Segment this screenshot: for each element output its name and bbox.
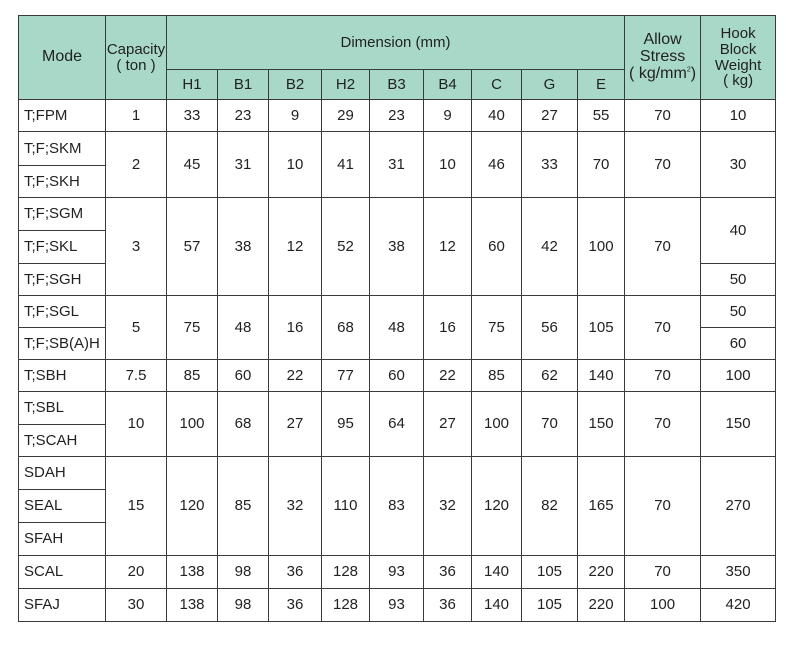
dimension-cell: 85 (218, 457, 269, 556)
dimension-cell: 83 (370, 457, 424, 556)
capacity-cell: 20 (106, 556, 167, 589)
spec-table (18, 15, 776, 622)
dimension-cell: 220 (578, 589, 625, 622)
dimension-cell: 120 (472, 457, 522, 556)
dimension-cell: 70 (522, 392, 578, 457)
dimension-cell: 165 (578, 457, 625, 556)
mode-cell: T;F;SGM (19, 198, 106, 231)
mode-cell: T;F;SKL (19, 231, 106, 264)
header-capacity-label: Capacity (106, 40, 166, 58)
dimension-cell: 9 (269, 100, 322, 132)
header-capacity (106, 16, 167, 100)
header-dimension: Dimension (mm) (167, 16, 625, 70)
mode-cell: T;F;SGL (19, 296, 106, 328)
dimension-cell: 64 (370, 392, 424, 457)
header-dim: B2 (269, 70, 322, 100)
dimension-cell: 128 (322, 556, 370, 589)
dimension-cell: 100 (472, 392, 522, 457)
capacity-cell: 1 (106, 100, 167, 132)
dimension-cell: 105 (522, 556, 578, 589)
weight-cell: 40 (701, 198, 776, 264)
header-dim: B3 (370, 70, 424, 100)
capacity-cell: 3 (106, 198, 167, 296)
stress-cell: 70 (625, 392, 701, 457)
capacity-cell: 2 (106, 132, 167, 198)
dimension-cell: 22 (424, 360, 472, 392)
dimension-cell: 105 (522, 589, 578, 622)
dimension-cell: 36 (424, 589, 472, 622)
weight-cell: 270 (701, 457, 776, 556)
table-row (19, 392, 776, 425)
weight-cell: 420 (701, 589, 776, 622)
dimension-cell: 48 (218, 296, 269, 360)
capacity-cell: 5 (106, 296, 167, 360)
dimension-cell: 138 (167, 556, 218, 589)
header-dim: G (522, 70, 578, 100)
dimension-cell: 52 (322, 198, 370, 296)
dimension-cell: 16 (269, 296, 322, 360)
allow-unit-prefix: ( kg/mm (629, 64, 687, 82)
mode-cell: SFAJ (19, 589, 106, 622)
dimension-cell: 12 (269, 198, 322, 296)
header-dim: E (578, 70, 625, 100)
dimension-cell: 36 (269, 556, 322, 589)
stress-cell: 100 (625, 589, 701, 622)
dimension-cell: 110 (322, 457, 370, 556)
mode-cell: T;F;SKM (19, 132, 106, 166)
weight-cell: 100 (701, 360, 776, 392)
dimension-cell: 16 (424, 296, 472, 360)
dimension-cell: 98 (218, 589, 269, 622)
header-hook-line1: Hook Block (719, 25, 757, 58)
dimension-cell: 150 (578, 392, 625, 457)
dimension-cell: 93 (370, 589, 424, 622)
header-hook-line2: Weight (714, 56, 762, 74)
capacity-cell: 7.5 (106, 360, 167, 392)
table-row (19, 132, 776, 166)
header-allow-stress (625, 16, 701, 100)
dimension-cell: 138 (167, 589, 218, 622)
dimension-cell: 45 (167, 132, 218, 198)
weight-cell: 30 (701, 132, 776, 198)
header-hook-unit: ( kg) (723, 72, 754, 90)
weight-cell: 50 (701, 264, 776, 296)
header-dim: B1 (218, 70, 269, 100)
header-allow-line2: Stress (639, 48, 686, 66)
header-dim: H2 (322, 70, 370, 100)
table-row (19, 457, 776, 490)
dimension-cell: 32 (269, 457, 322, 556)
dimension-cell: 10 (269, 132, 322, 198)
capacity-cell: 15 (106, 457, 167, 556)
table-row (19, 360, 776, 392)
dimension-cell: 140 (472, 556, 522, 589)
dimension-cell: 27 (522, 100, 578, 132)
mode-cell: SFAH (19, 523, 106, 556)
dimension-cell: 60 (472, 198, 522, 296)
table-row (19, 198, 776, 231)
allow-unit-suffix: ) (690, 64, 697, 82)
dimension-cell: 60 (218, 360, 269, 392)
dimension-cell: 38 (218, 198, 269, 296)
dimension-cell: 33 (167, 100, 218, 132)
dimension-cell: 140 (578, 360, 625, 392)
stress-cell: 70 (625, 100, 701, 132)
mode-cell: T;FPM (19, 100, 106, 132)
weight-cell: 60 (701, 328, 776, 360)
dimension-cell: 120 (167, 457, 218, 556)
header-capacity-unit: ( ton ) (116, 56, 156, 74)
dimension-cell: 100 (167, 392, 218, 457)
dimension-cell: 48 (370, 296, 424, 360)
dimension-cell: 23 (218, 100, 269, 132)
weight-cell: 150 (701, 392, 776, 457)
dimension-cell: 36 (269, 589, 322, 622)
dimension-cell: 41 (322, 132, 370, 198)
dimension-cell: 27 (424, 392, 472, 457)
dimension-cell: 60 (370, 360, 424, 392)
header-allow-line1: Allow (643, 31, 682, 49)
mode-cell: T;SBL (19, 392, 106, 425)
dimension-cell: 27 (269, 392, 322, 457)
stress-cell: 70 (625, 457, 701, 556)
dimension-cell: 23 (370, 100, 424, 132)
mode-cell: SEAL (19, 490, 106, 523)
dimension-cell: 55 (578, 100, 625, 132)
mode-cell: T;F;SB(A)H (19, 328, 106, 360)
header-dim: H1 (167, 70, 218, 100)
dimension-cell: 40 (472, 100, 522, 132)
mode-cell: T;SBH (19, 360, 106, 392)
dimension-cell: 93 (370, 556, 424, 589)
spec-table-container (18, 15, 776, 622)
stress-cell: 70 (625, 360, 701, 392)
table-row (19, 100, 776, 132)
dimension-cell: 95 (322, 392, 370, 457)
dimension-cell: 12 (424, 198, 472, 296)
dimension-cell: 9 (424, 100, 472, 132)
table-body (19, 100, 776, 622)
mode-cell: SDAH (19, 457, 106, 490)
dimension-cell: 31 (218, 132, 269, 198)
dimension-cell: 22 (269, 360, 322, 392)
dimension-cell: 57 (167, 198, 218, 296)
weight-cell: 50 (701, 296, 776, 328)
dimension-cell: 100 (578, 198, 625, 296)
allow-unit-sup: 2 (686, 66, 691, 74)
capacity-cell: 30 (106, 589, 167, 622)
dimension-cell: 75 (472, 296, 522, 360)
stress-cell: 70 (625, 296, 701, 360)
table-header (19, 16, 776, 100)
mode-cell: T;SCAH (19, 425, 106, 457)
header-dim: B4 (424, 70, 472, 100)
dimension-cell: 75 (167, 296, 218, 360)
dimension-cell: 56 (522, 296, 578, 360)
weight-cell: 10 (701, 100, 776, 132)
mode-cell: T;F;SGH (19, 264, 106, 296)
dimension-cell: 70 (578, 132, 625, 198)
dimension-cell: 31 (370, 132, 424, 198)
capacity-cell: 10 (106, 392, 167, 457)
stress-cell: 70 (625, 198, 701, 296)
dimension-cell: 29 (322, 100, 370, 132)
dimension-cell: 38 (370, 198, 424, 296)
dimension-cell: 46 (472, 132, 522, 198)
dimension-cell: 105 (578, 296, 625, 360)
dimension-cell: 220 (578, 556, 625, 589)
dimension-cell: 68 (322, 296, 370, 360)
dimension-cell: 98 (218, 556, 269, 589)
mode-cell: T;F;SKH (19, 166, 106, 198)
dimension-cell: 36 (424, 556, 472, 589)
dimension-cell: 82 (522, 457, 578, 556)
stress-cell: 70 (625, 132, 701, 198)
dimension-cell: 140 (472, 589, 522, 622)
dimension-cell: 62 (522, 360, 578, 392)
header-allow-unit (625, 66, 700, 83)
dimension-cell: 33 (522, 132, 578, 198)
stress-cell: 70 (625, 556, 701, 589)
dimension-cell: 85 (472, 360, 522, 392)
header-hook-weight (701, 16, 776, 100)
dimension-cell: 42 (522, 198, 578, 296)
dimension-cell: 85 (167, 360, 218, 392)
mode-cell: SCAL (19, 556, 106, 589)
table-row (19, 589, 776, 622)
header-dim: C (472, 70, 522, 100)
table-row (19, 296, 776, 328)
table-row (19, 556, 776, 589)
dimension-cell: 77 (322, 360, 370, 392)
dimension-cell: 68 (218, 392, 269, 457)
header-mode: Mode (19, 16, 106, 100)
dimension-cell: 10 (424, 132, 472, 198)
dimension-cell: 32 (424, 457, 472, 556)
weight-cell: 350 (701, 556, 776, 589)
dimension-cell: 128 (322, 589, 370, 622)
